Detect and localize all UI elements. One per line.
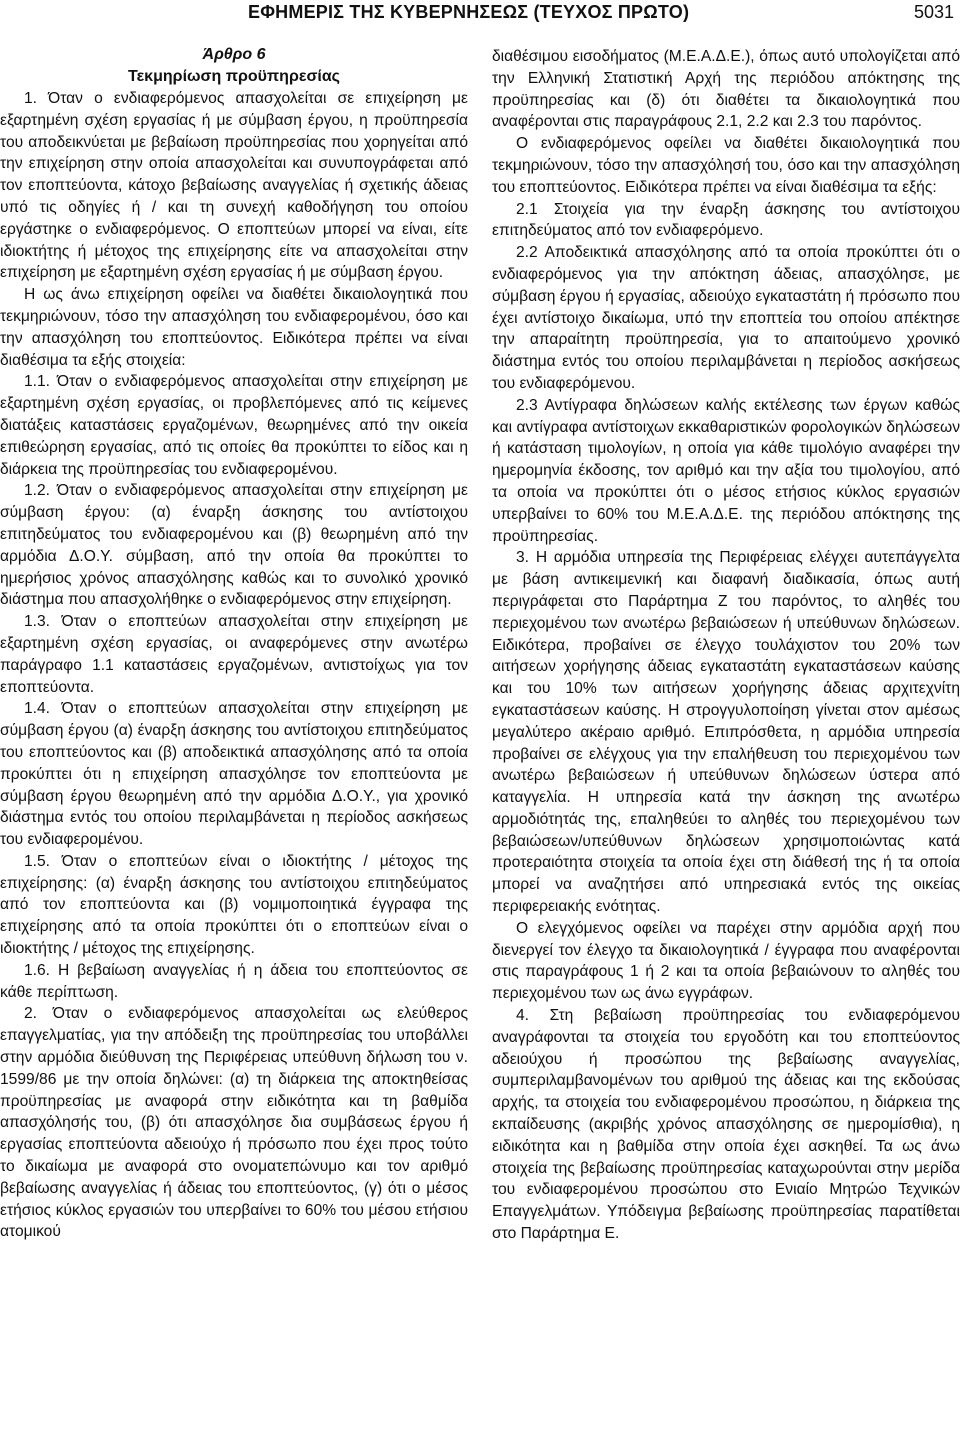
paragraph: Ο ελεγχόμενος οφείλει να παρέχει στην αρμόδια αρχή που διενεργεί τον έλεγχο τα δικαιολογητικά / έγγραφα που αναφέρονται στις παραγράφους 1 ή 2 και τα οποία βεβαιώνουν το αληθές του περιεχομένου των ως άνω εγγράφων. [492,919,960,1003]
paragraph: Η ως άνω επιχείρηση οφείλει να διαθέτει δικαιολογητικά που τεκμηριώνουν, τόσο την απασχόληση του ενδιαφερομένου, όσο και την απασχόληση του εποπτεύοντος. Ειδικότερα πρέπει να είναι διαθέσιμα τα εξής στοιχεία: [0,286,468,369]
paragraph: 1. Όταν ο ενδιαφερόμενος απασχολείται σε επιχείρηση με εξαρτημένη σχέση εργασίας ή με σύμβαση έργου, η προϋπηρεσία του αποδεικνύεται με βεβαίωση προϋπηρεσίας που χορηγείται από την επιχείρηση στην οποία απασχολείται και συνυπογράφεται από τον εποπτεύοντα, κάτοχο βεβαίωσης αναγγελίας ή σχετικής άδειας υπό τις οδηγίες ή / και τη συνεχή καθοδήγηση του οποίου εργάστηκε ο ενδιαφερόμενος. Ο εποπτεύων μπορεί να είναι, είτε ιδιοκτήτης ή μέτοχος της επιχείρησης είτε να απασχολείται στην επιχείρηση με εξαρτημένη σχέση εργασίας ή με σύμβαση έργου. [0,90,468,282]
paragraph: Ο ενδιαφερόμενος οφείλει να διαθέτει δικαιολογητικά που τεκμηριώνουν, τόσο την απασχόλησή του, όσο και την απασχόληση του εποπτεύοντος. Ειδικότερα πρέπει να είναι διαθέσιμα τα εξής: [492,135,960,196]
page-header [0,2,960,28]
paragraph: 1.3. Όταν ο εποπτεύων απασχολείται στην επιχείρηση με εξαρτημένη σχέση εργασίας, οι αναφερόμενες στην ανωτέρω παράγραφο 1.1 καταστάσεις εργαζομένων, αντιστοίχως για τον εποπτεύοντα. [0,613,468,696]
paragraph: 1.1. Όταν ο ενδιαφερόμενος απασχολείται στην επιχείρηση με εξαρτημένη σχέση εργασίας, οι προβλεπόμενες από τις κείμενες διατάξεις καταστάσεις εργαζομένων, θεωρημένες από την οικεία επιθεώρηση εργασίας, από τις οποίες θα προκύπτει το είδος και η διάρκεια της προϋπηρεσίας του ενδιαφερομένου. [0,373,468,478]
paragraph: 2.1 Στοιχεία για την έναρξη άσκησης του αντίστοιχου επιτηδεύματος από τον ενδιαφερόμενο. [492,200,960,240]
paragraph: 1.2. Όταν ο ενδιαφερόμενος απασχολείται στην επιχείρηση με σύμβαση έργου: (α) έναρξη άσκησης του αντίστοιχου επιτηδεύματος του ενδιαφερομένου και (β) θεωρημένη από την αρμόδια Δ.Ο.Υ. σύμβαση, από την οποία θα προκύπτει το ημερήσιος χρόνος απασχόλησης καθώς και το συνολικό χρονικό διάστημα που απασχολήθηκε ο ενδιαφερόμενος στην επιχείρηση. [0,482,468,609]
paragraph: 3. Η αρμόδια υπηρεσία της Περιφέρειας ελέγχει αυτεπάγγελτα με βάση αντικειμενική και διαφανή διαδικασία, όπως αυτή περιγράφεται στο Παράρτημα Ζ του παρόντος, το αληθές του περιεχομένου των ανωτέρω βεβαιώσεων ή υπεύθυνων δηλώσεων. Ειδικότερα, προβαίνει σε έλεγχο τουλάχιστον του 20% των αιτήσεων χορήγησης άδειας εγκαταστάτη εγκαταστάσεων καύσης και του 10% των αιτήσεων χορήγησης άδειας αρχιτεχνίτη εγκαταστάσεων καύσης. Η στρογγυλοποίηση γίνεται στον αμέσως μεγαλύτερο ακέραιο αριθμό. Επιπρόσθετα, η αρμόδια υπηρεσία προβαίνει σε ελέγχους για την επαλήθευση του περιεχομένου των ανωτέρω βεβαιώσεων ή υπεύθυνων δηλώσεων ύστερα από καταγγελία. Η υπηρεσία κατά την άσκηση της ανωτέρω αρμοδιότητάς της, επαληθεύει το αληθές του περιεχομένου των βεβαιώσεων/υπεύθυνων δηλώσεων χρησιμοποιώντας κατά προτεραιότητα στοιχεία τα οποία έχει στη διάθεσή της ή τα οποία μπορεί να αναζητήσει από υπηρεσιακά εντός της οικείας περιφερειακής ενότητας. [492,549,960,916]
paragraph: 2.2 Αποδεικτικά απασχόλησης από τα οποία προκύπτει ότι ο ενδιαφερόμενος για την απόκτηση άδειας, απασχόλησε, με σύμβαση έργου ή εργασίας, αδειούχο εγκαταστάτη ή πρόσωπο που έχει αντίστοιχο δικαίωμα, υπό την εποπτεία του οποίου απέκτησε την απαραίτητη προϋπηρεσία, για το απαιτούμενο χρονικό διάστημα εντός του οποίου περιλαμβάνεται η περίοδος ασκήσεως του ενδιαφερόμενου. [492,244,960,392]
paragraph: 1.4. Όταν ο εποπτεύων απασχολείται στην επιχείρηση με σύμβαση έργου (α) έναρξη άσκησης του αντίστοιχου επιτηδεύματος του εποπτεύοντος και (β) αποδεικτικά απασχόλησης από τα οποία προκύπτει ότι η επιχείρηση απασχόλησε τον εποπτεύοντα με σύμβαση έργου θεωρημένη από την αρμόδια Δ.Ο.Υ., για χρονικό διάστημα εντός του οποίου περιλαμβάνεται η περίοδος ασκήσεως του ενδιαφερομένου. [0,700,468,849]
paragraph: 4. Στη βεβαίωση προϋπηρεσίας του ενδιαφερόμενου αναγράφονται τα στοιχεία του εργοδότη και του εποπτεύοντος αδειούχου ή προσώπου της βεβαίωσης αναγγελίας, συμπεριλαμβανομένων του αριθμού της άδειας και της εκδούσας αρχής, τα στοιχεία του ενδιαφερομένου προσώπου, η διάρκεια της εκπαίδευσης (ακριβής χρόνος απασχόλησης σε ημερομίσθια), η ειδικότητα και η βαθμίδα στην οποία έχει ασκηθεί. Τα ως άνω στοιχεία της βεβαίωσης προϋπηρεσίας καταχωρούνται στην μερίδα του ενδιαφερομένου προσώπου στο Ενιαίο Μητρώο Τεχνικών Επαγγελμάτων. Υπόδειγμα βεβαίωσης προϋπηρεσίας παρατίθεται στο Παράρτημα Ε. [492,1007,960,1243]
paragraph: 1.6. Η βεβαίωση αναγγελίας ή η άδεια του εποπτεύοντος σε κάθε περίπτωση. [0,961,468,1001]
paragraph: 2.3 Αντίγραφα δηλώσεων καλής εκτέλεσης των έργων καθώς και αντίγραφα αντίστοιχων εκκαθαριστικών φορολογικών δηλώσεων ή κατάσταση τιμολογίων, η οποία για κάθε τιμολόγιο αναφέρει την ημερομηνία έκδοσης, τον αριθμό και την αξία του τιμολογίου, από τα οποία να προκύπτει ότι ο μέσος ετήσιος κύκλος εργασιών υπερβαίνει το 60% του Μ.Ε.Α.Δ.Ε. της περιόδου απόκτησης της προϋπηρεσίας. [492,396,960,545]
left-column [0,44,468,1243]
paragraph: 2. Όταν ο ενδιαφερόμενος απασχολείται ως ελεύθερος επαγγελματίας, για την απόδειξη της προϋπηρεσίας του υποβάλλει στην αρμόδια διεύθυνση της Περιφέρειας υπεύθυνη δήλωση του ν. 1599/86 με την οποία δηλώνει: (α) τη διάρκεια της αποκτηθείσας προϋπηρεσίας με αναφορά στην ειδικότητα και τη βαθμίδα απασχόλησής του, (β) ότι απασχόλησε δια συμβάσεως έργου ή εργασίας εποπτεύοντα αδειούχο ή πρόσωπο που έχει προς τούτο το δικαίωμα με αναφορά στο ονοματεπώνυμο και τον αριθμό βεβαίωσης αναγγελίας ή άδειας του εποπτεύοντος, (γ) ότι ο μέσος ετήσιος κύκλος εργασιών του υπερβαίνει το 60% του μέσου ετήσιου ατομικού [0,1005,468,1241]
gazette-title: ΕΦΗΜΕΡΙΣ ΤΗΣ ΚΥΒΕΡΝΗΣΕΩΣ (ΤΕΥΧΟΣ ΠΡΩΤΟ) [248,2,690,22]
article-title: Τεκμηρίωση προϋπηρεσίας [128,68,340,85]
paragraph-continuation: διαθέσιμου εισοδήματος (Μ.Ε.Α.Δ.Ε.), όπως αυτό υπολογίζεται από την Ελληνική Στατιστική Αρχή της περιόδου απόκτησης της προϋπηρεσίας και (δ) ότι διαθέτει τα δικαιολογητικά που αναφέρονται στις παραγράφους 2.1, 2.2 και 2.3 του παρόντος. [492,48,960,131]
paragraph: 1.5. Όταν ο εποπτεύων είναι ο ιδιοκτήτης / μέτοχος της επιχείρησης: (α) έναρξη άσκησης του αντίστοιχου επιτηδεύματος από τον εποπτεύοντα και (β) νομιμοποιητικά έγγραφα της επιχείρησης από τα οποία προκύπτει ότι ο εποπτεύων είναι ο ιδιοκτήτης / μέτοχος της επιχείρησης. [0,852,468,958]
article-number: Άρθρο 6 [202,46,266,63]
page-number: 5031 [913,2,954,22]
right-column [492,46,960,1245]
